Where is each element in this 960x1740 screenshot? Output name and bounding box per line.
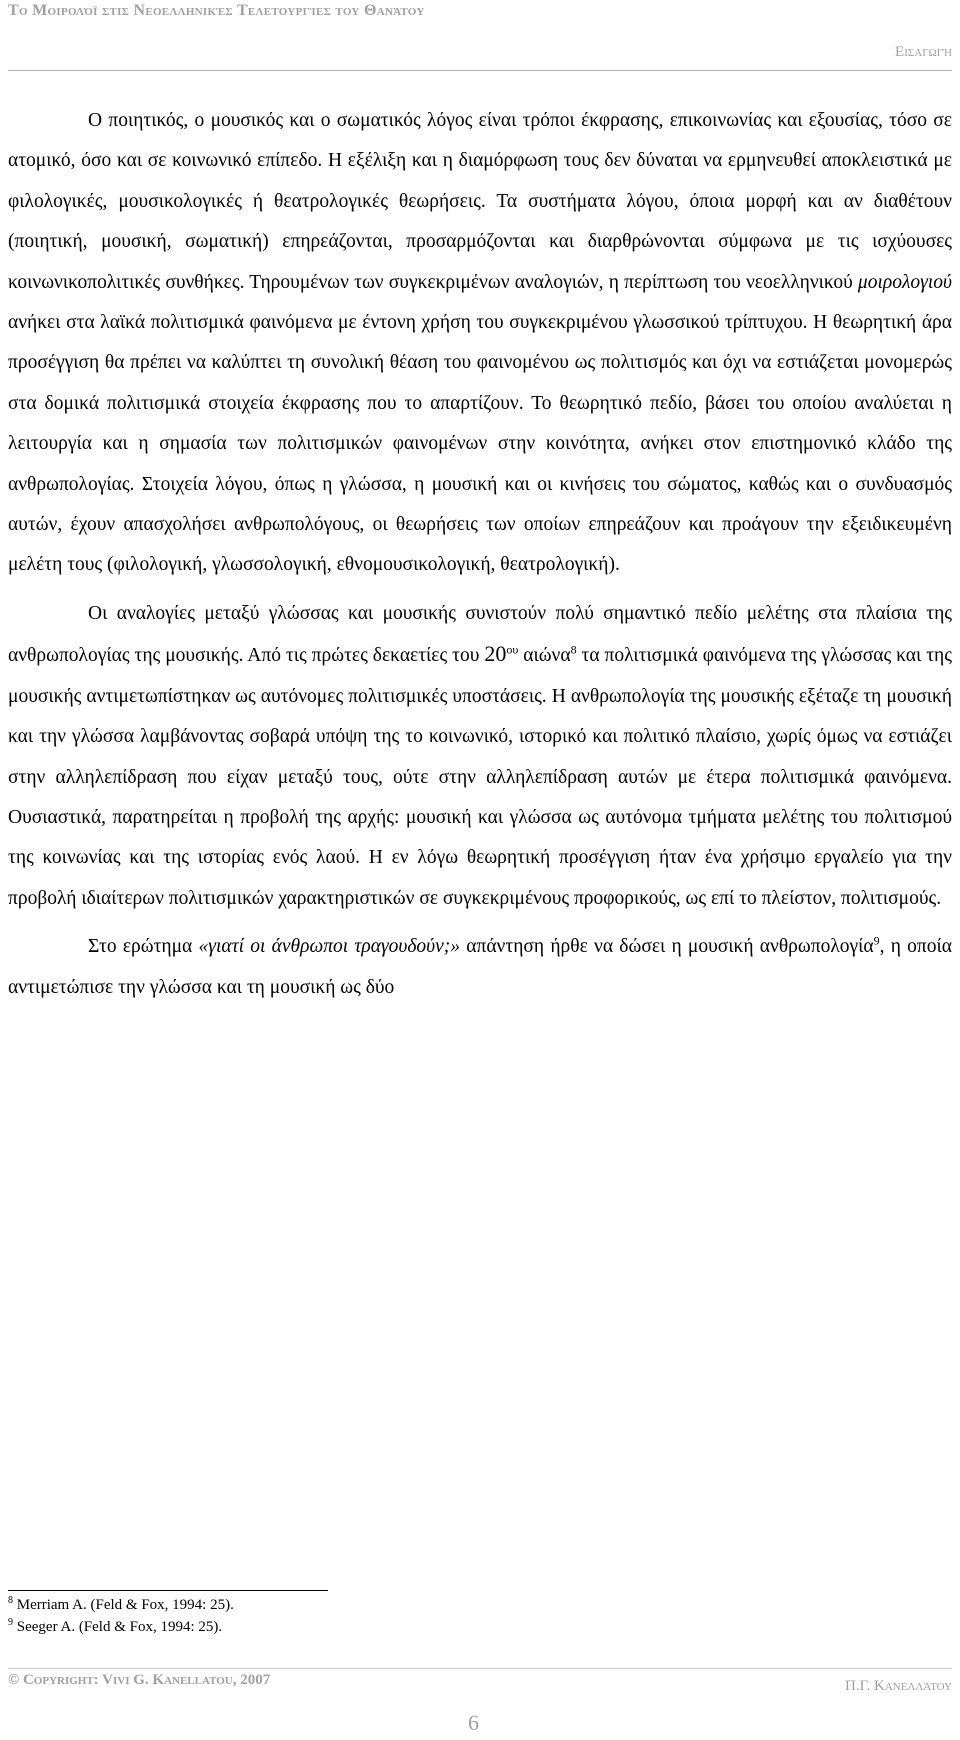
footnote-number: 9 <box>8 1617 13 1628</box>
paragraph-3-text-c: , η οποία αντιμετώπισε την γλώσσα και τη μουσική ως δύο <box>8 936 952 998</box>
body-text <box>8 101 952 1008</box>
footnote-8 <box>8 1596 234 1614</box>
footnote-number: 8 <box>8 1595 13 1606</box>
footnote-text: Merriam A. (Feld & Fox, 1994: 25). <box>16 1597 234 1613</box>
footnote-ref-9[interactable]: 9 <box>873 933 880 948</box>
paragraph-1-text-a: Ο ποιητικός, ο μουσικός και ο σωματικός λόγος είναι τρόποι έκφρασης, επικοινωνίας και εξουσίας, τόσο σε ατομικό, όσο και σε κοινωνικό επίπεδο. Η εξέλιξη και η διαμόρφωση τους δεν δύναται να ερμηνευθεί αποκλειστικά με φιλολογικές, μουσικολογικές ή θεατρολογικές θεωρήσεις. Τα συστήματα λόγου, όποια μορφή και αν διαθέτουν (ποιητική, μουσική, σωματική) επηρεάζονται, προσαρμόζονται και διαρθρώνονται σύμφωνα με τις ισχύουσες κοινωνικοπολιτικές συνθήκες. Τηρουμένων των συγκεκριμένων αναλογιών, η περίπτωση του νεοελληνικού <box>8 110 952 293</box>
paragraph-3 <box>8 927 952 1008</box>
paragraph-2-text-a: Οι αναλογίες μεταξύ γλώσσας και μουσικής συνιστούν πολύ σημαντικό πεδίο μελέτης στα πλαίσια της ανθρωπολογίας της μουσικής. Από τις πρώτες δεκαετίες του <box>8 602 952 667</box>
century-number: 20 <box>484 641 507 667</box>
footnote-divider <box>8 1590 328 1591</box>
footnote-9 <box>8 1618 222 1636</box>
paragraph-3-text-a: Στο ερώτημα <box>88 936 199 958</box>
running-header-title: Το Μοιρολόϊ στις Νεοελληνικές Τελετουργίες του Θανάτου <box>8 2 425 19</box>
century-ordinal: ου <box>506 642 519 657</box>
page-number: 6 <box>468 1710 479 1735</box>
footnote-text: Seeger A. (Feld & Fox, 1994: 25). <box>16 1619 223 1635</box>
footer-divider <box>8 1668 952 1669</box>
footer-copyright: © Copyright: Vivi G. Kanellatou, 2007 <box>8 1672 271 1688</box>
header-divider <box>8 70 952 71</box>
footer-author: Π.Γ. Κανελλάτου <box>845 1678 952 1694</box>
paragraph-1 <box>8 101 952 586</box>
running-header-section: Εισαγωγή <box>895 44 952 60</box>
paragraph-2-text-b: αιώνα <box>518 645 571 667</box>
footnote-ref-8[interactable]: 8 <box>570 642 577 657</box>
paragraph-1-italic: μοιρολογιού <box>857 271 952 293</box>
paragraph-3-italic: «γιατί οι άνθρωποι τραγουδούν;» <box>198 936 461 958</box>
paragraph-2-text-c: τα πολιτισμικά φαινόμενα της γλώσσας και της μουσικής αντιμετωπίστηκαν ως αυτόνομες πολιτισμικές υποστάσεις. Η ανθρωπολογία της μουσικής εξέταζε τη μουσική και την γλώσσα λαμβάνοντας σοβαρά υπόψη της το κοινωνικό, ιστορικό και πολιτικό πλαίσιο, χωρίς όμως να εστιάζει στην αλληλεπίδραση που είχαν μεταξύ τους, ούτε στην αλληλεπίδραση αυτών με έτερα πολιτισμικά φαινόμενα. Ουσιαστικά, παρατηρείται η προβολή της αρχής: μουσική και γλώσσα ως αυτόνομα τμήματα μελέτης του πολιτισμού της κοινωνίας και της ιστορίας ενός λαού. Η εν λόγω θεωρητική προσέγγιση ήταν ένα χρήσιμο εργαλείο για την προβολή ιδιαίτερων πολιτισμικών χαρακτηριστικών σε συγκεκριμένους προφορικούς, ως επί το πλείστον, πολιτισμούς. <box>8 645 952 909</box>
paragraph-2 <box>8 594 952 919</box>
paragraph-1-text-b: ανήκει στα λαϊκά πολιτισμικά φαινόμενα με έντονη χρήση του συγκεκριμένου γλωσσικού τρίπτυχου. Η θεωρητική άρα προσέγγιση θα πρέπει να καλύπτει τη συνολική θέαση του φαινομένου ως πολιτισμός και όχι να εστιάζεται μονομερώς στα δομικά πολιτισμικά στοιχεία έκφρασης που το απαρτίζουν. Το θεωρητικό πεδίο, βάσει του οποίου αναλύεται η λειτουργία και η σημασία των πολιτισμικών φαινομένων στην κοινότητα, ανήκει στον επιστημονικό κλάδο της ανθρωπολογίας. Στοιχεία λόγου, όπως η γλώσσα, η μουσική και οι κινήσεις του σώματος, καθώς και ο συνδυασμός αυτών, έχουν απασχολήσει ανθρωπολόγους, οι θεωρήσεις των οποίων επηρεάζουν και προάγουν την εξειδικευμένη μελέτη τους (φιλολογική, γλωσσολογική, εθνομουσικολογική, θεατρολογική). <box>8 312 952 576</box>
paragraph-3-text-b: απάντηση ήρθε να δώσει η μουσική ανθρωπολογία <box>460 936 874 958</box>
